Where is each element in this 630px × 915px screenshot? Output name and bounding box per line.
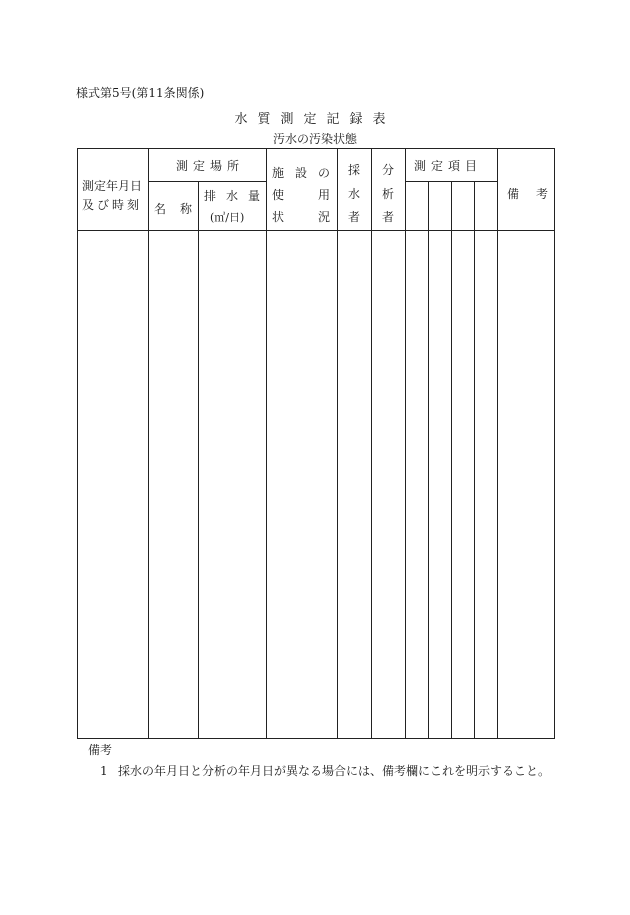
- header-facility-line3: 状 況: [272, 210, 330, 224]
- table-border: [78, 149, 555, 739]
- header-analyst-char2: 析: [382, 187, 395, 201]
- header-measurement-time: 及び時刻: [82, 198, 143, 212]
- header-facility-line1: 施 設 の: [272, 166, 330, 180]
- header-location-name: 名 称: [154, 202, 192, 216]
- header-sampler-char3: 者: [348, 210, 361, 224]
- note-text: 採水の年月日と分析の年月日が異なる場合には、備考欄にこれを明示すること。: [118, 764, 551, 778]
- note-item: [100, 762, 550, 779]
- header-facility-line2: 使 用: [272, 188, 330, 202]
- header-sampler-char2: 水: [348, 187, 361, 201]
- note-number: 1: [100, 764, 108, 778]
- form-number: 様式第5号(第11条関係): [76, 86, 205, 100]
- header-sampler-char1: 採: [348, 163, 361, 177]
- header-analyst-char1: 分: [382, 163, 395, 177]
- header-discharge-volume: 排 水 量: [204, 189, 260, 203]
- header-analyst-char3: 者: [382, 210, 395, 224]
- header-measurement-items: 測定項目: [414, 159, 483, 173]
- page-subtitle: 汚水の汚染状態: [272, 132, 357, 146]
- header-discharge-unit: (㎥/日): [210, 211, 245, 224]
- page-title: 水質測定記録表: [234, 112, 396, 127]
- header-remarks: 備 考: [507, 187, 548, 201]
- notes-heading: 備考: [88, 743, 113, 757]
- header-measurement-location: 測定場所: [176, 159, 245, 173]
- header-measurement-date: 測定年月日: [82, 179, 143, 193]
